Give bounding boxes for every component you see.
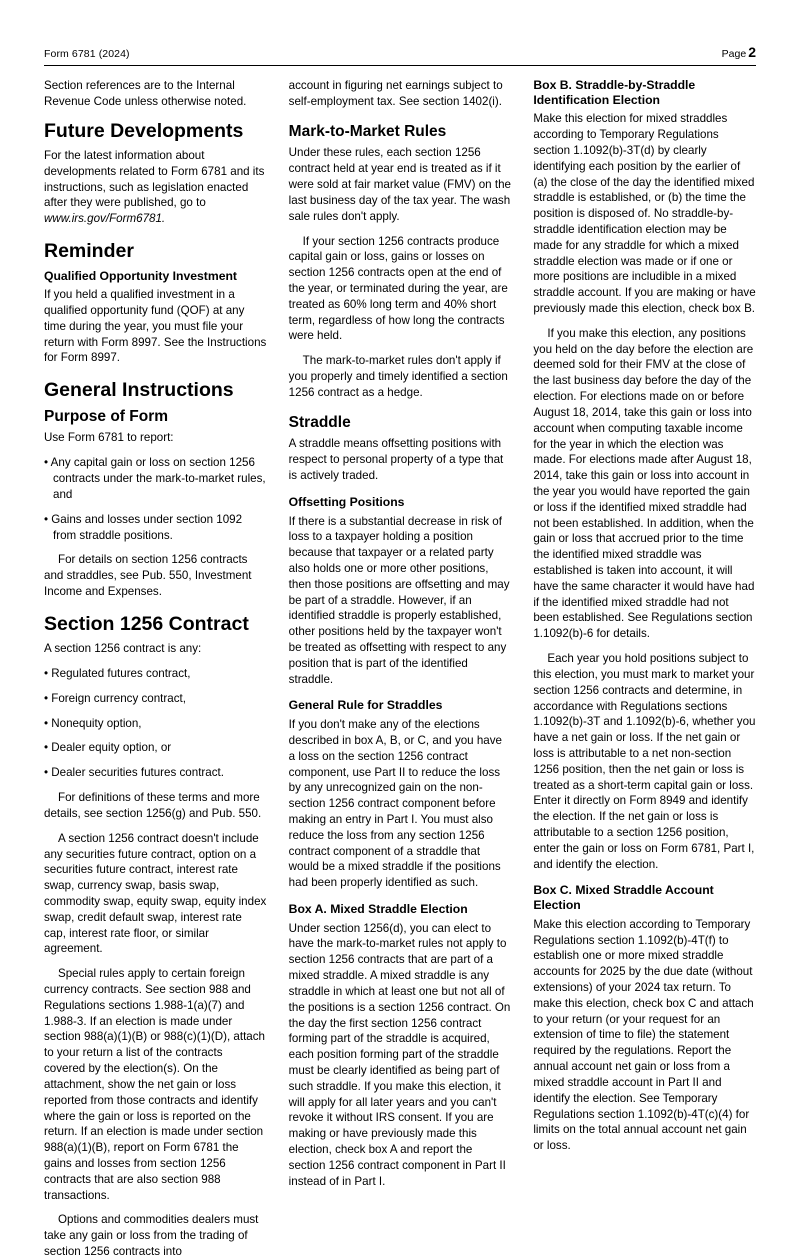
heading-mark-to-market-rules: Mark-to-Market Rules: [288, 122, 447, 140]
section-references-paragraph: Section references are to the Internal Revenue Code unless otherwise noted.: [44, 79, 247, 108]
purpose-bullet-1: • Any capital gain or loss on section 1256 contracts under the mark-to-market rules, and: [44, 456, 266, 501]
heading-straddle: Straddle: [288, 413, 351, 431]
heading-general-instructions: General Instructions: [44, 379, 234, 402]
foreign-currency-rules-paragraph: Special rules apply to certain foreign currency contracts. See section 988 and Regulations sections 1.988-1(a)(7) and 1.988-3. If an election is made under section 988(a)(1)(B) or 988(c)(1)(D), attach to your return a list of the contracts covered by the election(s). On the attachment, show the net gain or loss reported from those contracts and identify where the gain or loss is reported on the return. If an election is made under section 988(a)(1)(B), report on Form 6781 the gains and losses from section 1256 contracts that are also section 988 transactions.: [44, 967, 265, 1202]
page-indicator: [722, 44, 756, 60]
exclusions-paragraph: A section 1256 contract doesn't include any securities future contract, option on a securities future contract, interest rate swap, currency swap, basis swap, commodity swap, equity swap, equity index swap, credit default swap, interest rate cap, interest rate floor, or similar agreement.: [44, 831, 267, 956]
heading-offsetting-positions: Offsetting Positions: [288, 494, 405, 509]
column-two: [289, 78, 512, 1189]
heading-section-1256-contract: Section 1256 Contract: [44, 612, 249, 635]
page-number: 2: [748, 44, 756, 60]
heading-box-c-mixed-straddle-account-election: Box C. Mixed Straddle Account Election: [533, 883, 714, 913]
section-1256-bullet-2: • Foreign currency contract,: [44, 691, 186, 705]
offsetting-positions-paragraph: If there is a substantial decrease in risk of loss to a taxpayer holding a position because that taxpayer or a related party also holds one or more other positions, then those positions are offsetting and may be part of a straddle. However, if an identified straddle is properly established, other positions held by the taxpayer won't be treated as offsetting with respect to any position that is part of the identified straddle.: [288, 514, 510, 686]
mtm-paragraph-1: Under these rules, each section 1256 contract held at year end is treated as if it were sold at fair market value (FMV) on the last business day of the tax year. The wash sale rules don't apply.: [288, 146, 511, 223]
general-rule-paragraph: If you don't make any of the elections described in box A, B, or C, and you have a loss on the section 1256 contract component, use Part II to reduce the loss by any unrecognized gain on the non-section 1256 contract component before making an entry in Part I. You must also reduce the loss from any section 1256 contract component of a straddle that would be a mixed straddle if the positions had been properly identified as such.: [288, 718, 502, 890]
straddle-paragraph: A straddle means offsetting positions with respect to personal property of a type that is actively traded.: [288, 437, 504, 483]
purpose-bullet-2: • Gains and losses under section 1092 from straddle positions.: [44, 512, 243, 542]
qof-paragraph: If you held a qualified investment in a qualified opportunity fund (QOF) at any time during the year, you must file your return with Form 8997. See the Instructions for Form 8997.: [44, 288, 267, 365]
options-dealers-continued: account in figuring net earnings subject to self-employment tax. See section 1402(i).: [288, 79, 503, 108]
box-a-paragraph: Under section 1256(d), you can elect to have the mark-to-market rules not apply to section 1256 contracts that are part of a mixed straddle. A mixed straddle is any straddle in which at least one but not all of the positions is a section 1256 contract. On the day the first section 1256 contract forming part of the straddle is acquired, each position forming part of the straddle must be clearly identified as being part of such straddle. If you make this election, it will apply for all later years and you can't revoke it without IRS consent. If you are making or have previously made this election, check box A and report the section 1256 contract component in Part II instead of in Part I.: [288, 921, 511, 1188]
details-pub550-paragraph: For details on section 1256 contracts and straddles, see Pub. 550, Investment Income and Expenses.: [44, 553, 252, 598]
form-identifier: Form 6781 (2024): [44, 48, 130, 60]
box-b-paragraph-1: Make this election for mixed straddles according to Temporary Regulations section 1.1092(b)-3T(d) by clearly identifying each position by the earlier of (a) the close of the day the identified mixed straddle is established, or (b) the time the position is disposed of. No straddle-by-straddle identification election may be made for any straddle for which a mixed straddle election was made or if one or more positions are includible in a mixed straddle account. If you are making or have previously made this election, check box B.: [533, 112, 756, 316]
box-b-paragraph-3: Each year you hold positions subject to this election, you must mark to market your section 1256 contracts and determine, in accordance with Regulations sections 1.1092(b)-3T and 1.1092(b)-6, whether you have a net gain or loss. If the net gain or loss is attributable to a net non-section 1256 position, then the net gain or loss is treated as a short-term capital gain or loss. Enter it directly on Form 8949 and identify the election. If the net gain or loss is attributable to a section 1256 position, enter the gain or loss on Form 6781, Part I, and identify the election.: [533, 652, 756, 871]
section-1256-intro: A section 1256 contract is any:: [44, 642, 202, 656]
mtm-paragraph-2: If your section 1256 contracts produce capital gain or loss, gains or losses on section 1256 contracts open at the end of the year, or terminated during the year, are treated as 60% long term and 40% short term, regardless of how long the contracts were held.: [288, 234, 508, 343]
page-header: [44, 44, 756, 65]
heading-future-developments: Future Developments: [44, 119, 244, 142]
column-one: [44, 78, 267, 1260]
heading-reminder: Reminder: [44, 240, 134, 263]
section-1256-bullet-5: • Dealer securities futures contract.: [44, 766, 224, 780]
irs-form-link: www.irs.gov/Form6781.: [44, 212, 166, 226]
heading-purpose-of-form: Purpose of Form: [44, 407, 169, 425]
purpose-intro-paragraph: Use Form 6781 to report:: [44, 431, 174, 445]
heading-qualified-opportunity-investment: Qualified Opportunity Investment: [44, 268, 237, 283]
section-1256-bullet-4: • Dealer equity option, or: [44, 741, 172, 755]
options-dealers-paragraph: Options and commodities dealers must take any gain or loss from the trading of section 1256 contracts into: [44, 1213, 259, 1259]
box-c-paragraph: Make this election according to Temporary Regulations section 1.1092(b)-4T(f) to establish one or more mixed straddle accounts for 2025 by the due date (without extensions) of your 2024 tax return. To make this election, check box C and attach to your return (or your request for an extension of time to file) the statement required by the regulations. Report the annual account net gain or loss from a mixed straddle account in Part II and identify the election. See Temporary Regulations section 1.1092(b)-4T(c)(4) for limits on the total annual account net gain or loss.: [533, 917, 754, 1153]
column-three: [533, 78, 756, 1154]
page-word: Page: [721, 48, 747, 60]
heading-box-b-straddle-identification-election: Box B. Straddle-by-Straddle Identification Election: [533, 78, 696, 107]
future-developments-paragraph: [44, 148, 267, 227]
header-divider: [44, 65, 756, 66]
heading-box-a-mixed-straddle-election: Box A. Mixed Straddle Election: [288, 902, 468, 917]
columns-container: [44, 78, 756, 1260]
section-1256-bullet-1: • Regulated futures contract,: [44, 667, 191, 681]
heading-general-rule-for-straddles: General Rule for Straddles: [288, 698, 443, 713]
future-developments-text: For the latest information about developments related to Form 6781 and its instructions, such as legislation enacted after they were published, go to: [44, 149, 265, 210]
box-b-paragraph-2: If you make this election, any positions you held on the day before the election are deemed sold for their FMV at the close of the last business day before the day of the election. For elections made on or before August 18, 2014, take this gain or loss into account when computing taxable income for the year in which the election was made. For elections made after August 18, 2014, take this gain or loss into account in the year you would have reported the gain or loss if the identified mixed straddle had not been established. In addition, when the gain or loss that accrued prior to the time the identified mixed straddle was established is taken into account, it will have the same character it would have had if the identified mixed straddle had not been established. See Regulations section 1.1092(b)-6 for details.: [533, 326, 755, 641]
definitions-paragraph: For definitions of these terms and more details, see section 1256(g) and Pub. 550.: [44, 791, 262, 820]
section-1256-bullet-3: • Nonequity option,: [44, 716, 142, 730]
mtm-paragraph-3: The mark-to-market rules don't apply if you properly and timely identified a section 1256 contract as a hedge.: [288, 354, 508, 399]
